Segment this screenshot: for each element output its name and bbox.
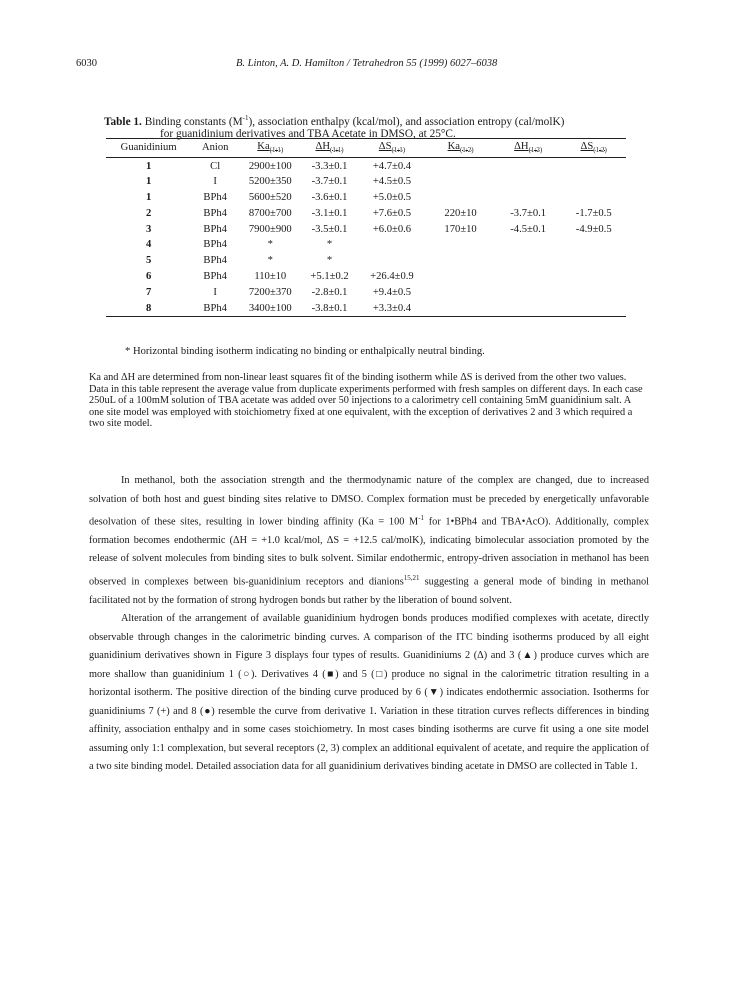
table-row: 7 I 7200±370 -2.8±0.1 +9.4±0.5 bbox=[145, 286, 412, 298]
col-ka-12: $Ka_{(1:2)}$ bbox=[447, 141, 474, 155]
table-row: 1 Cl 2900±100 -3.3±0.1 +4.7±0.4 bbox=[145, 160, 412, 172]
caption-line1-b: ), association enthalpy (kcal/mol), and association entropy (cal/molK) bbox=[248, 115, 565, 128]
caption-line1-a: Binding constants (M bbox=[144, 115, 243, 128]
col-guanidinium: Guanidinium bbox=[120, 142, 177, 154]
table-row: 1 I 5200±350 -3.7±0.1 +4.5±0.5 bbox=[145, 176, 412, 188]
caption-sup: -1 bbox=[242, 114, 249, 122]
table-caption bbox=[104, 112, 644, 140]
page-number: 6030 bbox=[76, 58, 97, 69]
caption-line2: for guanidinium derivatives and TBA Acetate in DMSO, at 25°C. bbox=[160, 127, 456, 140]
table-label: Table 1. bbox=[104, 115, 142, 128]
col-ds-12: $\Delta S_{(1:2)}$ bbox=[580, 141, 607, 155]
table-footnote: * Horizontal binding isotherm indicating no binding or enthalpically neutral binding. bbox=[125, 346, 485, 357]
table-notes: Ka and ΔH are determined from non-linear least squares fit of the binding isotherm while ΔS is derived from the other two values. Data in this table represent the average value from duplicate experiments performed with fresh samples on different days. In each case 250uL of a 100mM solution of TBA acetate was added over 50 injections to a calorimetry cell containing 5mM guanidinium salt. A one site model was employed with stoichiometry fixed at one equivalent, with the exception of derivatives 2 and 3 which required a two site model. bbox=[89, 372, 643, 430]
table-row: 8 BPh4 3400±100 -3.8±0.1 +3.3±0.4 bbox=[106, 300, 626, 316]
col-anion: Anion bbox=[201, 142, 229, 154]
table-header-row bbox=[106, 139, 626, 158]
table-row: 6 BPh4 110±10 +5.1±0.2 +26.4±0.9 bbox=[145, 271, 414, 283]
col-ds-11: $\Delta S_{(1:1)}$ bbox=[378, 141, 406, 155]
binding-table bbox=[106, 138, 626, 317]
table-row: 5 BPh4 * * bbox=[145, 255, 333, 267]
table-row: 4 BPh4 * * bbox=[145, 239, 333, 251]
col-dh-11: $\Delta H_{(1:1)}$ bbox=[315, 141, 344, 155]
table-row: 1 BPh4 5600±520 -3.6±0.1 +5.0±0.5 bbox=[145, 192, 412, 204]
paragraph-1: In methanol, both the association strength and the thermodynamic nature of the complex are changed, due to increased solvation of both host and guest binding sites relative to DMSO. Complex formation must be preceded by energetically unfavorable desolvation of these sites, resulting in lower binding affinity (Ka = 100 $M^{-1}$ for 1•BPh4 and TBA•AcO). Additionally, complex formation becomes endothermic (ΔH = +1.0 kcal/mol, ΔS = +12.5 cal/molK), indicating bimolecular association promoted by the release of solvent molecules from binding sites to bulk solvent. Similar endothermic, entropy-driven association in methanol has been observed in complexes between bis-guanidinium receptors and dianions$^{15,21}$ suggesting a general mode of binding in methanol facilitated not by the formation of strong hydrogen bonds but rather by the liberation of bound solvent. bbox=[89, 475, 649, 606]
col-dh-12: $\Delta H_{(1:2)}$ bbox=[514, 141, 543, 155]
table-row: 2 BPh4 8700±700 -3.1±0.1 +7.6±0.5 220±10 -3.7±0.1 -1.7±0.5 bbox=[145, 207, 612, 219]
running-head: B. Linton, A. D. Hamilton / Tetrahedron 55 (1999) 6027–6038 bbox=[236, 58, 498, 69]
table-row: 3 BPh4 7900±900 -3.5±0.1 +6.0±0.6 170±10 -4.5±0.1 -4.9±0.5 bbox=[145, 223, 612, 235]
col-ka-11: $Ka_{(1:1)}$ bbox=[257, 141, 284, 155]
body-text bbox=[89, 472, 649, 777]
paragraph-2: Alteration of the arrangement of available guanidinium hydrogen bonds produces modified complexes with acetate, directly observable through changes in the calorimetric binding curves. A comparison of the ITC binding isotherms produced by all eight guanidinium derivatives shown in Figure 3 displays four types of results. Guanidiniums 2 (Δ) and 3 (▲) produce curves which are more shallow than guanidinium 1 (○). Derivatives 4 (■) and 5 (□) produce no signal in the calorimetric titration resulting in a horizontal isotherm. The positive direction of the binding curve produced by 6 (▼) indicates endothermic association. Isotherms for guanidiniums 7 (+) and 8 (●) resemble the curve from derivative 1. Variation in these titration curves reflects differences in binding affinity, association enthalpy and in some cases stoichiometry. In most cases binding isotherms are curve fit using a one site model assuming only 1:1 complexation, but several receptors (2, 3) complex an additional equivalent of acetate, and require the application of a two site binding model. Detailed association data for all guanidinium derivatives binding acetate in DMSO are collected in Table 1. bbox=[89, 613, 649, 773]
